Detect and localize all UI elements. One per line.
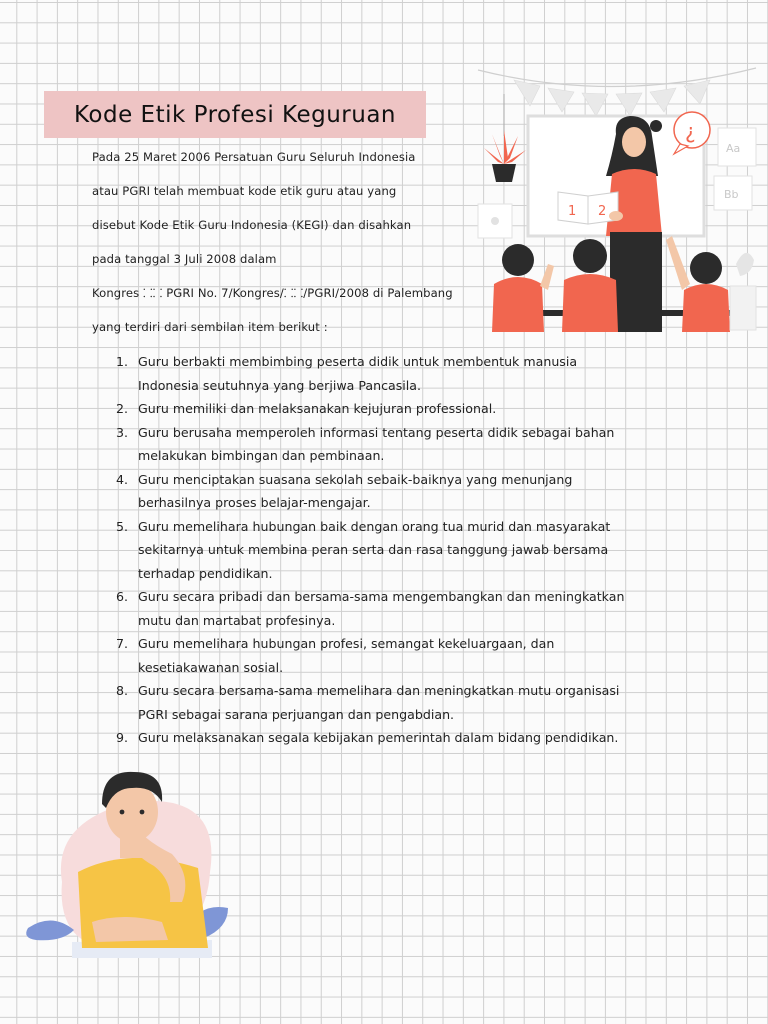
item-text: terhadap pendidikan. [138, 565, 273, 581]
title-banner [44, 91, 426, 138]
card-label: Bb [724, 188, 739, 201]
item-number: 5. [115, 518, 128, 534]
intro-line: pada tanggal 3 Juli 2008 dalam [92, 252, 277, 266]
item-text: Guru secara bersama-sama memelihara dan meningkatkan mutu organisasi [138, 683, 620, 698]
thinking-student-illustration [22, 762, 242, 972]
item-number: 7. [115, 636, 128, 651]
list-item [100, 679, 680, 726]
item-number: 8. [115, 683, 128, 698]
intro-line: Kongres ⸬⸬ PGRI No. 7/Kongres/⸬⸬/PGRI/2008 di Palembang [92, 286, 453, 300]
intro-line: yang terdiri dari sembilan item berikut : [92, 320, 328, 334]
intro-line: disebut Kode Etik Guru Indonesia (KEGI) dan disahkan [92, 218, 412, 232]
item-text: Guru memiliki dan melaksanakan kejujuran professional. [138, 401, 497, 416]
item-number: 4. [115, 471, 128, 487]
item-number: 1. [115, 354, 128, 369]
item-text: berhasilnya proses belajar-mengajar. [138, 495, 371, 510]
item-text: Guru melaksanakan segala kebijakan pemerintah dalam bidang pendidikan. [138, 730, 619, 745]
card-label: Aa [726, 142, 741, 155]
board-number: 2 [598, 204, 607, 219]
item-text: melakukan bimbingan dan pembinaan. [138, 448, 385, 463]
item-number: 6. [115, 589, 128, 604]
question-symbol: ¿ [685, 119, 696, 143]
list-item [100, 632, 680, 679]
list-item [100, 421, 680, 468]
item-number: 3. [115, 424, 128, 440]
item-text: Guru berusaha memperoleh informasi tentang peserta didik sebagai bahan [138, 424, 615, 440]
teacher-classroom-illustration [474, 64, 760, 336]
intro-line: atau PGRI telah membuat kode etik guru atau yang [92, 184, 397, 198]
board-number: 1 [568, 204, 577, 219]
item-text: Guru memelihara hubungan baik dengan orang tua murid dan masyarakat [138, 518, 611, 534]
item-text: mutu dan martabat profesinya. [138, 612, 336, 628]
item-text: Indonesia seutuhnya yang berjiwa Pancasila. [138, 377, 421, 393]
item-text: Guru secara pribadi dan bersama-sama mengembangkan dan meningkatkan [138, 589, 625, 604]
item-text: Guru memelihara hubungan profesi, semangat kekeluargaan, dan [138, 636, 555, 651]
intro-line: Pada 25 Maret 2006 Persatuan Guru Seluruh Indonesia [92, 150, 416, 164]
list-item [100, 397, 680, 421]
item-text: Guru berbakti membimbing peserta didik untuk membentuk manusia [138, 354, 578, 369]
list-item [100, 726, 680, 750]
list-item [100, 585, 680, 632]
list-item [100, 515, 680, 586]
page-title: Kode Etik Profesi Keguruan [73, 101, 397, 128]
item-text: PGRI sebagai sarana perjuangan dan pengabdian. [138, 706, 455, 722]
item-text: Guru menciptakan suasana sekolah sebaik-baiknya yang menunjang [138, 471, 573, 487]
item-number: 9. [115, 730, 128, 745]
item-text: kesetiakawanan sosial. [138, 659, 284, 675]
list-item [100, 468, 680, 515]
item-text: sekitarnya untuk membina peran serta dan rasa tanggung jawab bersama [138, 542, 609, 557]
code-of-ethics-list [100, 350, 680, 750]
list-item [100, 350, 680, 397]
item-number: 2. [115, 401, 128, 416]
